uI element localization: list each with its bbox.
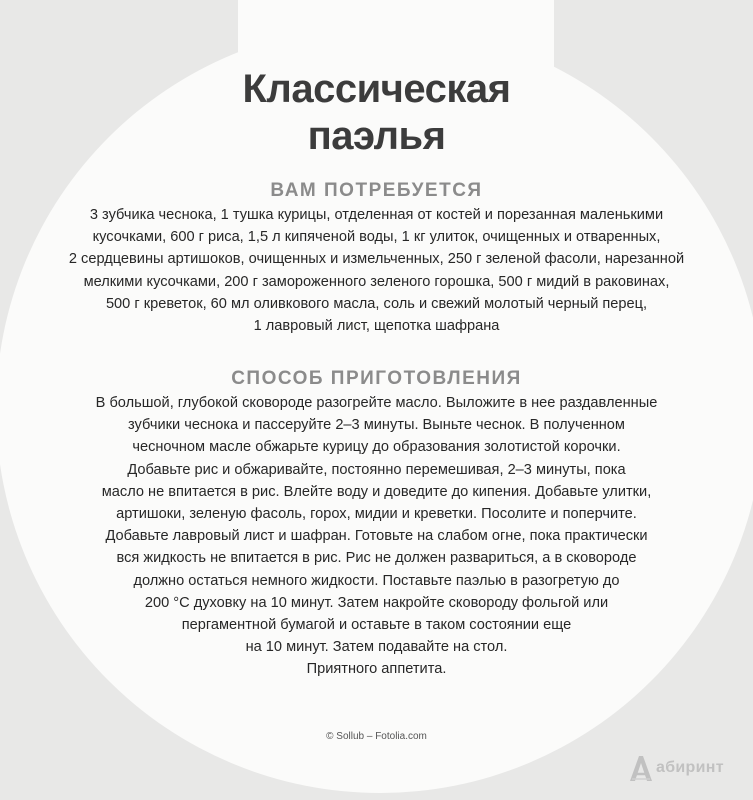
ingredients-line: 1 лавровый лист, щепотка шафрана (253, 318, 500, 335)
ingredients-line: 2 сердцевины артишоков, очищенных и измельченных, 250 г зеленой фасоли, нарезанной (68, 251, 685, 268)
recipe-title-line-2: паэлья (307, 114, 446, 158)
labirint-logo-icon (628, 753, 654, 783)
method-text (0, 392, 753, 681)
method-line: Добавьте рис и обжаривайте, постоянно перемешивая, 2–3 минуты, пока (127, 461, 626, 478)
ingredients-heading: ВАМ ПОТРЕБУЕТСЯ (270, 180, 483, 201)
ingredients-line: 500 г креветок, 60 мл оливкового масла, соль и свежий молотый черный перец, (105, 295, 648, 312)
method-line: вся жидкость не впитается в рис. Рис не должен развариться, а в сковороде (116, 550, 637, 567)
method-line: Добавьте лавровый лист и шафран. Готовьте на слабом огне, пока практически (105, 528, 648, 545)
method-line: пергаментной бумагой и оставьте в таком состоянии еще (181, 617, 572, 634)
method-line: В большой, глубокой сковороде разогрейте масло. Выложите в нее раздавленные (95, 395, 658, 411)
watermark-text: абиринт (656, 759, 724, 776)
copyright-note: © Sollub – Fotolia.com (326, 731, 427, 742)
method-line: чесночном масле обжарьте курицу до образования золотистой корочки. (132, 439, 621, 456)
method-line: масло не впитается в рис. Влейте воду и доведите до кипения. Добавьте улитки, (101, 483, 652, 500)
method-heading: СПОСОБ ПРИГОТОВЛЕНИЯ (231, 368, 522, 389)
method-line: Приятного аппетита. (306, 661, 447, 678)
method-line: на 10 минут. Затем подавайте на стол. (245, 639, 508, 656)
ingredients-text (0, 204, 753, 337)
recipe-title-line-1: Классическая (242, 67, 511, 111)
method-line: артишоки, зеленую фасоль, горох, мидии и креветки. Посолите и поперчите. (116, 506, 637, 523)
method-line: должно остаться немного жидкости. Поставьте паэлью в разогретую до (133, 572, 620, 589)
ingredients-line: кусочками, 600 г риса, 1,5 л кипяченой воды, 1 кг улиток, очищенных и отваренных, (92, 229, 661, 246)
ingredients-line: 3 зубчика чеснока, 1 тушка курицы, отделенная от костей и порезанная маленькими (89, 207, 664, 223)
recipe-title (0, 66, 753, 160)
method-line: 200 °С духовку на 10 минут. Затем накройте сковороду фольгой или (144, 594, 609, 611)
ingredients-line: мелкими кусочками, 200 г замороженного зеленого горошка, 500 г мидий в раковинах, (83, 273, 670, 290)
method-line: зубчики чеснока и пассеруйте 2–3 минуты. Выньте чеснок. В полученном (128, 417, 625, 434)
watermark (628, 752, 724, 784)
